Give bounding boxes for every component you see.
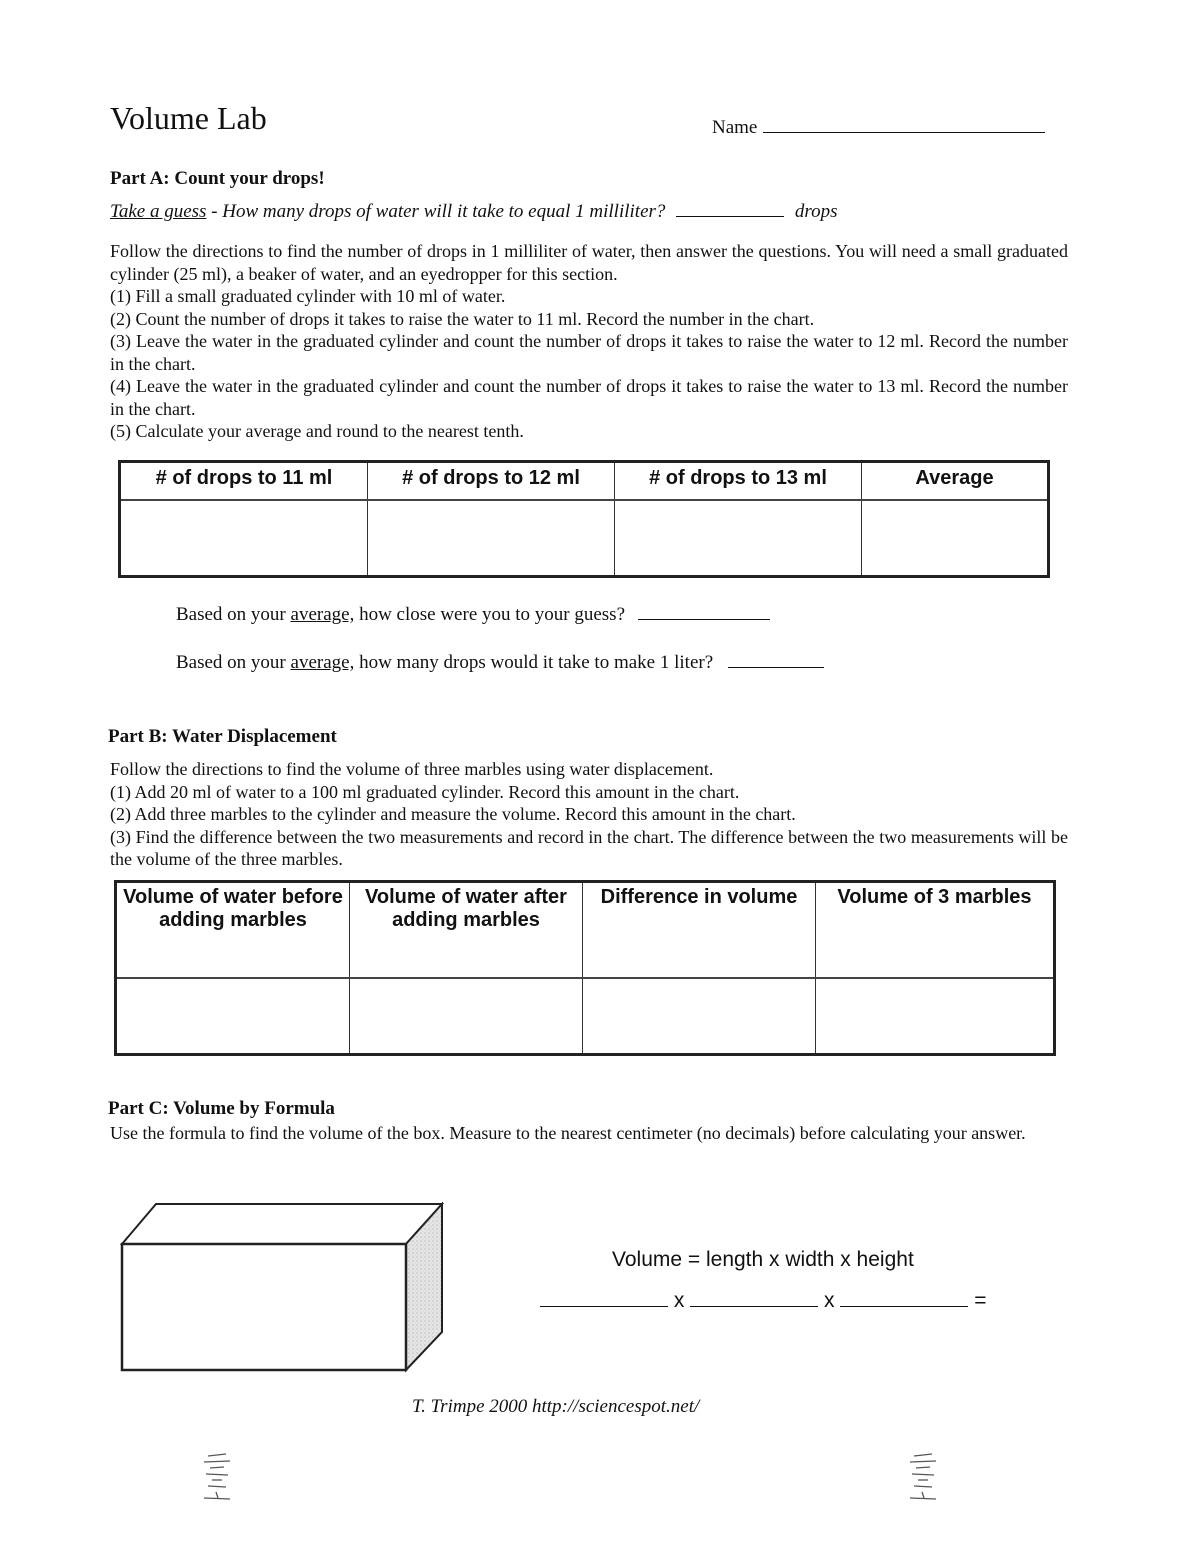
name-blank[interactable]	[763, 114, 1045, 133]
question-drops-per-liter	[176, 650, 824, 674]
guess-prefix: Take a guess	[110, 201, 207, 222]
part-b-heading: Part B: Water Displacement	[108, 726, 337, 747]
q2-rest: how many drops would it take to make 1 liter?	[354, 652, 714, 673]
part-a-step-1: (1) Fill a small graduated cylinder with 10 ml of water.	[110, 286, 506, 306]
part-a-heading: Part A: Count your drops!	[110, 168, 325, 189]
box-top-face	[122, 1204, 442, 1244]
drops-header-average: Average	[862, 462, 1049, 500]
times-sign-1: x	[673, 1289, 685, 1312]
part-a-directions	[110, 240, 1068, 443]
guess-unit: drops	[794, 201, 838, 222]
drops-cell-average[interactable]	[862, 500, 1049, 577]
q2-blank[interactable]	[728, 650, 824, 668]
displacement-header-marbles: Volume of 3 marbles	[816, 882, 1055, 978]
drops-cell-11[interactable]	[120, 500, 368, 577]
guess-question: - How many drops of water will it take to equal 1 milliliter?	[206, 201, 666, 222]
part-a-step-5: (5) Calculate your average and round to the nearest tenth.	[110, 421, 524, 441]
guess-blank[interactable]	[676, 199, 784, 217]
box-front-face	[122, 1244, 406, 1370]
drops-cell-12[interactable]	[368, 500, 615, 577]
drops-header-12: # of drops to 12 ml	[368, 462, 615, 500]
width-blank[interactable]	[690, 1288, 818, 1307]
displacement-header-after: Volume of water after adding marbles	[350, 882, 583, 978]
length-blank[interactable]	[540, 1288, 668, 1307]
height-blank[interactable]	[840, 1288, 968, 1307]
drops-header-11: # of drops to 11 ml	[120, 462, 368, 500]
part-b-step-2: (2) Add three marbles to the cylinder and measure the volume. Record this amount in the chart.	[110, 804, 796, 824]
q1-blank[interactable]	[638, 602, 770, 620]
scan-artifact-icon	[196, 1450, 240, 1504]
part-b-intro: Follow the directions to find the volume of three marbles using water displacement.	[110, 759, 714, 779]
part-b-step-1: (1) Add 20 ml of water to a 100 ml graduated cylinder. Record this amount in the chart.	[110, 781, 740, 802]
q2-average: average,	[290, 652, 355, 673]
displacement-header-difference: Difference in volume	[583, 882, 816, 978]
times-sign-2: x	[824, 1289, 835, 1312]
part-a-step-4: (4) Leave the water in the graduated cylinder and count the number of drops it takes to raise the water to 13 ml. Record the number in the chart.	[110, 376, 1068, 419]
footer-credit: T. Trimpe 2000 http://sciencespot.net/	[412, 1396, 700, 1417]
part-c-heading: Part C: Volume by Formula	[108, 1098, 335, 1119]
displacement-header-before: Volume of water before adding marbles	[116, 882, 350, 978]
part-a-intro: Follow the directions to find the number of drops in 1 milliliter of water, then answer the questions. You will need a small graduated cylinder (25 ml), a beaker of water, and an eyedropper for this section.	[110, 241, 1068, 284]
drops-cell-13[interactable]	[615, 500, 862, 577]
name-field[interactable]	[712, 114, 1045, 139]
guess-prompt	[110, 199, 837, 223]
question-guess-closeness	[176, 602, 770, 626]
volume-calculation	[540, 1288, 986, 1313]
q1-rest: how close were you to your guess?	[354, 604, 626, 625]
name-label: Name	[712, 117, 758, 138]
displacement-cell-before[interactable]	[116, 978, 350, 1055]
displacement-chart	[114, 880, 1056, 1056]
q1-average: average,	[290, 604, 355, 625]
box-diagram	[112, 1196, 452, 1376]
displacement-cell-after[interactable]	[350, 978, 583, 1055]
displacement-cell-marbles[interactable]	[816, 978, 1055, 1055]
drops-header-13: # of drops to 13 ml	[615, 462, 862, 500]
volume-formula: Volume = length x width x height	[612, 1248, 914, 1271]
part-b-directions	[110, 758, 1068, 871]
part-a-step-2: (2) Count the number of drops it takes to raise the water to 11 ml. Record the number in the chart.	[110, 308, 815, 329]
scan-artifact-icon	[902, 1450, 946, 1504]
drops-chart	[118, 460, 1050, 578]
displacement-cell-difference[interactable]	[583, 978, 816, 1055]
q1-prefix: Based on your	[176, 604, 291, 625]
equals-sign: =	[974, 1289, 987, 1312]
q2-prefix: Based on your	[176, 652, 291, 673]
part-b-step-3: (3) Find the difference between the two measurements and record in the chart. The difference between the two measurements will be the volume of the three marbles.	[110, 826, 1068, 869]
part-a-step-3: (3) Leave the water in the graduated cylinder and count the number of drops it takes to raise the water to 12 ml. Record the number in the chart.	[110, 331, 1068, 374]
part-c-intro: Use the formula to find the volume of the box. Measure to the nearest centimeter (no decimals) before calculating your answer.	[110, 1123, 1026, 1143]
page-title: Volume Lab	[110, 100, 267, 136]
